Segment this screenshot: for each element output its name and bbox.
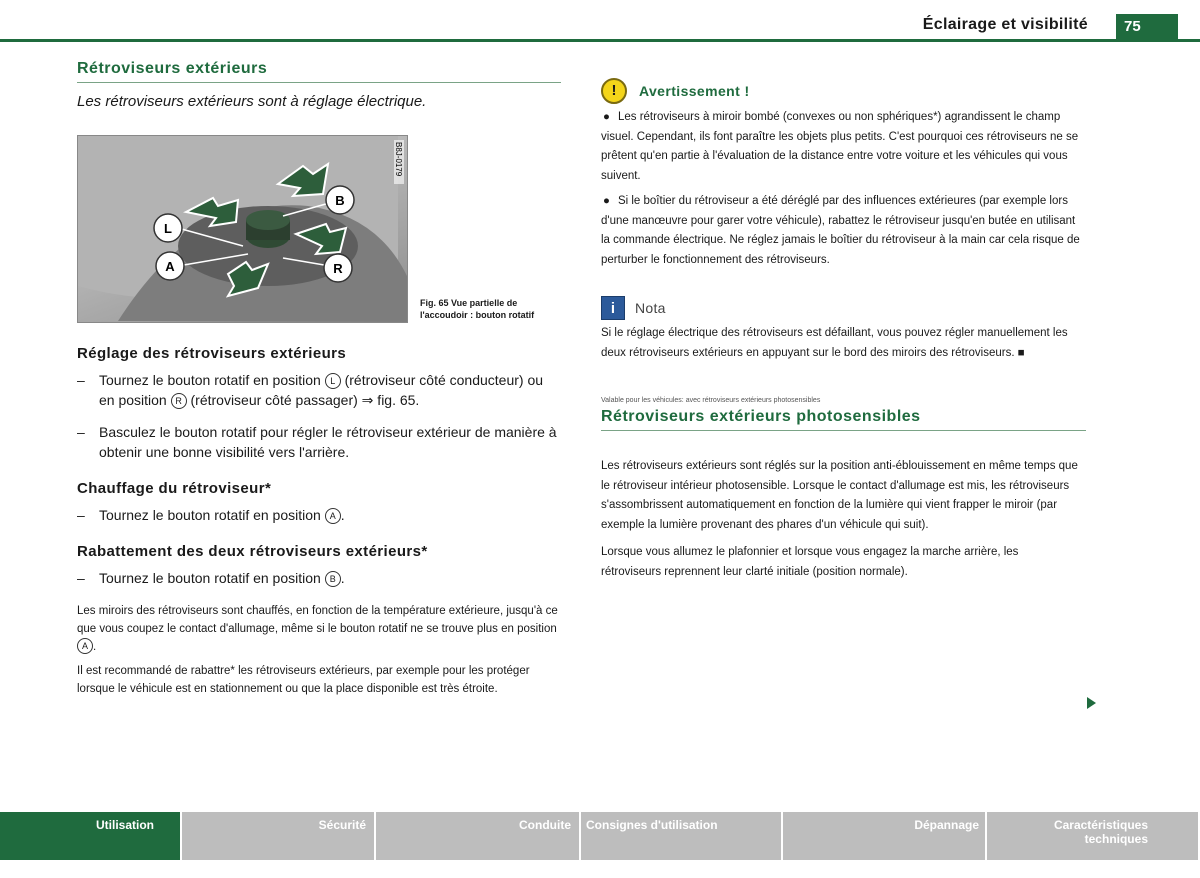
svg-text:B8J-0179: B8J-0179: [394, 142, 403, 177]
left-column: [77, 60, 561, 698]
photosensitive-title: Rétroviseurs extérieurs photosensibles: [601, 408, 921, 425]
reglage-step-1-text-a: Tournez le bouton rotatif en position: [99, 372, 321, 388]
chauffage-step: – Tournez le bouton rotatif en position A .: [77, 507, 345, 523]
warning-bullet-2-text: Si le boîtier du rétroviseur a été déréglé par des influences extérieures (par exemple lors d'une manœuvre pour garer votre véhicule), rabattez le rétroviseur jusqu'en butée en utilisant la commande électrique. Ne réglez jamais le boîtier du rétroviseur à la main car cela risque de perturber le fonctionnement des rétroviseurs.: [601, 195, 1080, 266]
tab-conduite[interactable]: Conduite: [376, 812, 579, 860]
section-intro: Les rétroviseurs extérieurs sont à réglage électrique.: [77, 93, 427, 110]
label-L: L: [164, 221, 172, 236]
tab-depannage[interactable]: Dépannage: [783, 812, 985, 860]
reglage-heading: Réglage des rétroviseurs extérieurs: [77, 345, 347, 362]
label-A: A: [165, 259, 175, 274]
armrest-control-figure: [77, 135, 408, 323]
label-R: R: [333, 261, 343, 276]
reglage-step-1: – Tournez le bouton rotatif en position L (rétroviseur côté conducteur) ou en position R (rétroviseur côté passager) ⇒ fig. 65.: [77, 372, 544, 408]
note-text: Si le réglage électrique des rétroviseurs est défaillant, vous pouvez régler manuellement les deux rétroviseurs extérieurs en appuyant sur le bord des miroirs des rétroviseurs. ■: [601, 327, 1068, 359]
header-rule: [0, 39, 1200, 42]
note-header: [601, 296, 1086, 320]
rabattement-step: – Tournez le bouton rotatif en position B .: [77, 570, 345, 586]
warning-bullet-1: ● Les rétroviseurs à miroir bombé (convexes ou non sphériques*) agrandissent le champ visuel. Cependant, ils font paraître les objets plus petits. C'est pourquoi ces rétroviseurs ne se prêtent qu'en partie à l'évaluation de la distance entre votre voiture et les véhicules qui vous suivent.: [601, 111, 1079, 182]
heating-paragraph: Les miroirs des rétroviseurs sont chauffés, en fonction de la température extérieure, jusqu'à ce que vous coupez le contact d'allumage, même si le bouton rotatif ne se trouve plus en position A .: [77, 605, 558, 653]
rabattement-heading: Rabattement des deux rétroviseurs extérieurs*: [77, 543, 428, 560]
figure-caption: Fig. 65 Vue partielle de l'accoudoir : bouton rotatif: [420, 298, 535, 320]
armrest-illustration: [78, 136, 407, 322]
photosensitive-paragraph-1: Les rétroviseurs extérieurs sont réglés sur la position anti-éblouissement en même temps que le rétroviseur intérieur photosensible. Lorsque le contact d'allumage est mis, les rétroviseurs s'assombrissent automatiquement en fonction de la lumière qui vient frapper le miroir (par exemple la lumière provenant des phares d'un véhicule qui suit).: [601, 460, 1078, 531]
photosensitive-rule: [601, 430, 1086, 431]
photosensitive-paragraph-2: Lorsque vous allumez le plafonnier et lorsque vous engagez la marche arrière, les rétroviseurs reprennent leur clarté initiale (position normale).: [601, 546, 1019, 578]
position-A-symbol: A: [325, 508, 341, 524]
reglage-step-2: – Basculez le bouton rotatif pour régler le rétroviseur extérieur de manière à obtenir une bonne visibilité vers l'arrière.: [77, 422, 561, 462]
chauffage-heading: Chauffage du rétroviseur*: [77, 480, 272, 497]
figure-code: [394, 140, 404, 184]
label-R-callout: [324, 254, 352, 282]
running-header-section: Éclairage et visibilité: [922, 16, 1088, 33]
label-B: B: [335, 193, 345, 208]
info-icon: i: [601, 296, 625, 320]
right-column: [601, 78, 1086, 582]
warning-header: [601, 78, 1086, 104]
tab-securite[interactable]: Sécurité: [182, 812, 374, 860]
tab-caracteristiques[interactable]: Caractéristiques techniques: [987, 812, 1198, 860]
note-title: Nota: [635, 300, 666, 316]
reglage-step-1-text-c: (rétroviseur côté passager) ⇒ fig. 65.: [190, 392, 420, 408]
position-R-symbol: R: [171, 393, 187, 409]
warning-bullet-2: ● Si le boîtier du rétroviseur a été déréglé par des influences extérieures (par exemple lors d'une manœuvre pour garer votre véhicule), rabattez le rétroviseur jusqu'en butée en utilisant la commande électrique. Ne réglez jamais le boîtier du rétroviseur à la main car cela risque de perturber le fonctionnement des rétroviseurs.: [601, 195, 1080, 266]
label-B-callout: [326, 186, 354, 214]
tab-utilisation[interactable]: Utilisation: [0, 812, 180, 860]
warning-icon: !: [601, 78, 627, 104]
figure-block: [77, 135, 561, 323]
position-B-symbol: B: [325, 571, 341, 587]
label-L-callout: [154, 214, 182, 242]
reglage-step-2-text: Basculez le bouton rotatif pour régler le rétroviseur extérieur de manière à obtenir une bonne visibilité vers l'arrière.: [99, 424, 557, 460]
position-A-symbol-2: A: [77, 638, 93, 654]
folding-paragraph: Il est recommandé de rabattre* les rétroviseurs extérieurs, par exemple pour les protéger lorsque le véhicule est en stationnement ou que la place disponible est très étroite.: [77, 665, 530, 695]
heating-paragraph-text: Les miroirs des rétroviseurs sont chauffés, en fonction de la température extérieure, jusqu'à ce que vous coupez le contact d'allumage, même si le bouton rotatif ne se trouve plus en position: [77, 605, 558, 635]
reglage-step-1-text-b: (rétroviseur côté conducteur) ou en position: [99, 372, 544, 408]
validity-note: Valable pour les véhicules: avec rétroviseurs extérieurs photosensibles: [601, 397, 821, 404]
chapter-tabs: [0, 812, 1200, 860]
chauffage-step-text: Tournez le bouton rotatif en position: [99, 507, 321, 523]
continue-arrow-icon: [1087, 697, 1096, 709]
section-rule: [77, 82, 561, 83]
label-A-callout: [156, 252, 184, 280]
section-title: Rétroviseurs extérieurs: [77, 60, 268, 77]
tab-consignes[interactable]: Consignes d'utilisation: [581, 812, 781, 860]
warning-title: Avertissement !: [639, 83, 750, 99]
page-number: 75: [1116, 14, 1178, 40]
warning-bullet-1-text: Les rétroviseurs à miroir bombé (convexes ou non sphériques*) agrandissent le champ visuel. Cependant, ils font paraître les objets plus petits. C'est pourquoi ces rétroviseurs ne se prêtent qu'en partie à l'évaluation de la distance entre votre voiture et les véhicules qui vous suivent.: [601, 111, 1079, 182]
position-L-symbol: L: [325, 373, 341, 389]
rabattement-step-text: Tournez le bouton rotatif en position: [99, 570, 321, 586]
